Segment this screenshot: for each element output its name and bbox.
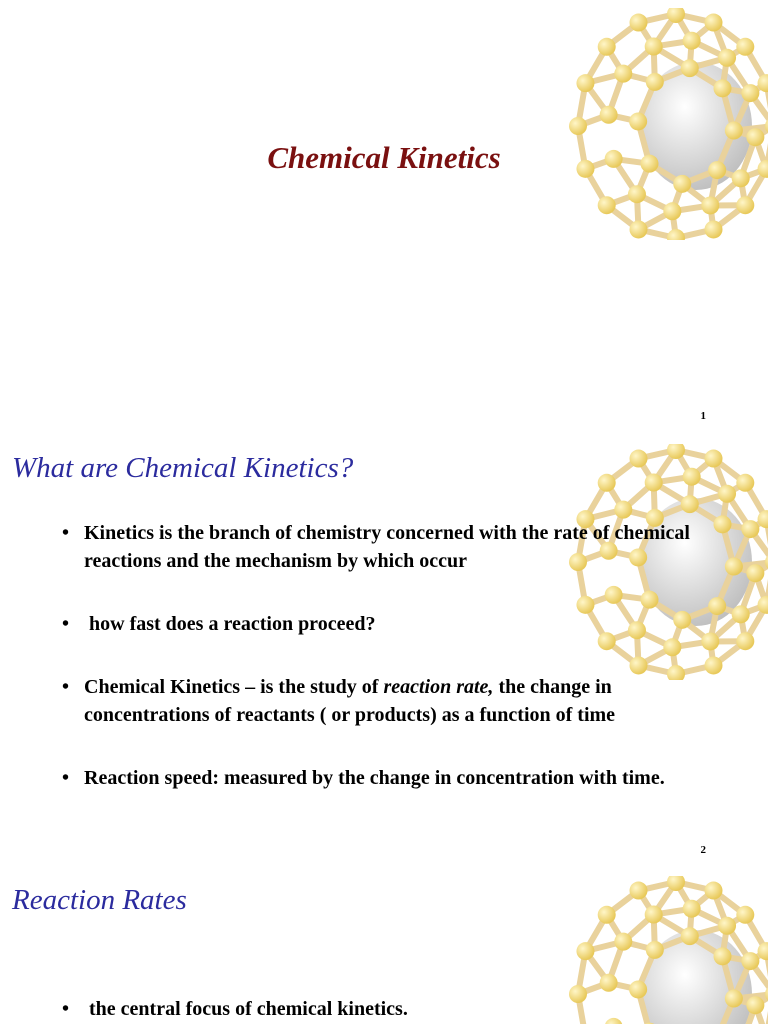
slide-number: 1: [700, 410, 706, 422]
molecule-atom: [576, 942, 594, 960]
slide-number: 2: [700, 844, 706, 856]
molecule-atom: [746, 564, 764, 582]
molecule-atom: [736, 196, 754, 214]
molecule-atom: [725, 558, 743, 576]
molecule-atom: [708, 597, 726, 615]
molecule-atom: [683, 32, 701, 50]
molecule-atom: [741, 520, 759, 538]
molecule-atom: [736, 906, 754, 924]
molecule-atom: [732, 605, 750, 623]
molecule-atom: [663, 202, 681, 220]
molecule-atom: [645, 474, 663, 492]
molecule-atom: [713, 947, 731, 965]
bullet-item: [62, 519, 692, 575]
molecule-atom: [705, 220, 723, 238]
bullet-icon: •: [62, 767, 70, 789]
molecule-atom: [741, 952, 759, 970]
molecule-atom: [705, 882, 723, 900]
bullet-item: [62, 995, 692, 1023]
molecule-atom: [736, 474, 754, 492]
molecule-atom: [629, 14, 647, 32]
molecule-atom: [629, 882, 647, 900]
molecule-atom: [681, 59, 699, 77]
fullerene-molecule-image: [546, 8, 768, 240]
bullet-text: Kinetics is the branch of chemistry concerned with the rate of chemical reactions and the mechanism by which occur: [84, 522, 690, 572]
bullet-icon: •: [62, 998, 70, 1020]
bullet-list: [62, 995, 692, 1023]
bullet-text: Reaction speed: measured by the change in concentration with time.: [84, 767, 665, 789]
molecule-atom: [718, 485, 736, 503]
slide-title: Chemical Kinetics: [267, 140, 501, 175]
bullet-text: the central focus of chemical kinetics.: [84, 998, 408, 1020]
bullet-text-after: the change in concentrations of reactants ( or products) as a function of time: [84, 676, 617, 726]
molecule-atom: [681, 927, 699, 945]
molecule-atom: [725, 990, 743, 1008]
molecule-atom: [614, 933, 632, 951]
molecule-atom: [713, 79, 731, 97]
molecule-atom: [600, 974, 618, 992]
molecule-atom: [614, 65, 632, 83]
molecule-atom: [600, 106, 618, 124]
molecule-atom: [598, 38, 616, 56]
molecule-atom: [681, 495, 699, 513]
molecule-atom: [736, 38, 754, 56]
bullet-list: [62, 519, 692, 827]
molecule-atom: [598, 474, 616, 492]
molecule-atom: [746, 996, 764, 1014]
molecule-atom: [758, 596, 768, 614]
molecule-atom: [646, 73, 664, 91]
molecule-atom: [683, 468, 701, 486]
molecule-atom: [705, 656, 723, 674]
molecule-atom: [718, 917, 736, 935]
molecule-atom: [705, 450, 723, 468]
molecule-atom: [629, 450, 647, 468]
molecule-atom: [645, 906, 663, 924]
molecule-atom: [629, 112, 647, 130]
slide-1: [0, 0, 768, 432]
slide-heading: Reaction Rates: [12, 884, 187, 916]
molecule-atom: [667, 229, 685, 240]
molecule-atom: [629, 220, 647, 238]
bullet-text-before: Chemical Kinetics – is the study of: [84, 676, 384, 698]
molecule-atom: [673, 175, 691, 193]
bullet-item: [62, 610, 692, 638]
molecule-atom: [705, 14, 723, 32]
molecule-atom: [645, 38, 663, 56]
slide-2: [0, 436, 768, 864]
molecule-atom: [598, 196, 616, 214]
molecule-atom: [736, 632, 754, 650]
molecule-atom: [713, 515, 731, 533]
bullet-text: how fast does a reaction proceed?: [84, 613, 376, 635]
bullet-icon: •: [62, 522, 70, 544]
slide-heading: What are Chemical Kinetics?: [12, 452, 354, 484]
molecule-atom: [718, 49, 736, 67]
molecule-atom: [598, 906, 616, 924]
molecule-atom: [701, 196, 719, 214]
molecule-atom: [683, 900, 701, 918]
molecule-atom: [701, 632, 719, 650]
molecule-atom: [646, 941, 664, 959]
molecule-atom: [628, 185, 646, 203]
molecule-atom: [725, 122, 743, 140]
molecule-atom: [576, 74, 594, 92]
bullet-item: [62, 764, 692, 792]
slide-3: [0, 868, 768, 1024]
bullet-icon: •: [62, 613, 70, 635]
molecule-atom: [741, 84, 759, 102]
molecule-atom: [614, 501, 632, 519]
bullet-item: [62, 673, 692, 729]
bullet-text-emphasis: reaction rate,: [383, 676, 494, 698]
bullet-icon: •: [62, 676, 70, 698]
molecule-atom: [569, 117, 587, 135]
